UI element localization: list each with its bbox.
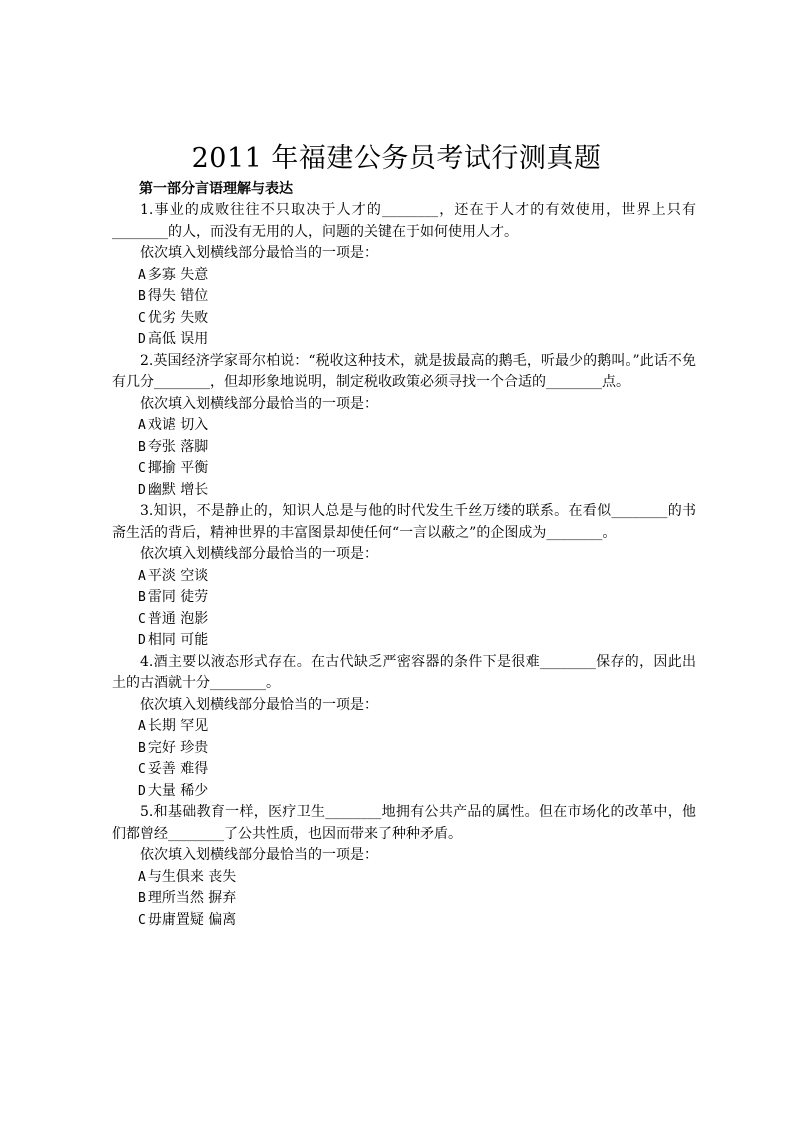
option-letter: A bbox=[138, 568, 146, 584]
option-text: 平淡 空谈 bbox=[147, 567, 209, 584]
option-text: 妥善 难得 bbox=[147, 761, 209, 777]
option-text: 幽默 增长 bbox=[147, 481, 209, 498]
option-d bbox=[112, 781, 696, 803]
option-letter: C bbox=[138, 310, 146, 326]
option-c bbox=[112, 759, 696, 781]
option-text: 长期 罕见 bbox=[147, 718, 209, 734]
option-text: 相同 可能 bbox=[147, 632, 209, 648]
option-text: 多寡 失意 bbox=[147, 266, 209, 283]
option-text: 完好 珍贵 bbox=[147, 739, 209, 756]
option-text: 理所当然 摒弃 bbox=[147, 890, 237, 906]
option-a bbox=[112, 415, 696, 437]
option-letter: A bbox=[138, 719, 146, 734]
question-stem: 4.酒主要以液态形式存在。在古代缺乏严密容器的条件下是很难________保存的，因此出土的古酒就十分________。 bbox=[112, 653, 696, 691]
option-letter: C bbox=[138, 461, 146, 476]
option-c bbox=[112, 910, 696, 932]
option-letter: C bbox=[138, 762, 146, 777]
option-letter: D bbox=[138, 633, 146, 648]
option-text: 普通 泡影 bbox=[147, 610, 209, 627]
option-b bbox=[112, 286, 696, 308]
question-prompt: 依次填入划横线部分最恰当的一项是： bbox=[140, 245, 378, 261]
option-letter: D bbox=[138, 783, 146, 799]
question-2 bbox=[112, 351, 696, 502]
question-stem: 2.英国经济学家哥尔柏说：“税收这种技术，就是拔最高的鹅毛，听最少的鹅叫。”此话不免有几分________，但却形象地说明，制定税收政策必须寻找一个合适的________点。 bbox=[112, 352, 696, 390]
option-c bbox=[112, 308, 696, 330]
question-prompt: 依次填入划横线部分最恰当的一项是： bbox=[140, 696, 378, 713]
question-3 bbox=[112, 501, 696, 652]
option-d bbox=[112, 480, 696, 502]
question-prompt: 依次填入划横线部分最恰当的一项是： bbox=[140, 395, 378, 412]
option-c bbox=[112, 609, 696, 631]
option-text: 得失 错位 bbox=[147, 288, 209, 304]
option-letter: B bbox=[138, 439, 146, 455]
option-d bbox=[112, 630, 696, 652]
option-a bbox=[112, 265, 696, 287]
option-text: 高低 误用 bbox=[147, 331, 209, 347]
option-text: 与生俱来 丧失 bbox=[147, 868, 237, 885]
option-text: 揶揄 平衡 bbox=[147, 460, 209, 476]
option-b bbox=[112, 587, 696, 609]
option-letter: C bbox=[138, 912, 146, 928]
option-b bbox=[112, 437, 696, 459]
option-d bbox=[112, 329, 696, 351]
option-a bbox=[112, 716, 696, 738]
option-letter: B bbox=[138, 590, 146, 605]
question-stem: 1.事业的成败往往不只取决于人才的________，还在于人才的有效使用，世界上只有________的人，而没有无用的人，问题的关键在于如何使用人才。 bbox=[112, 202, 696, 240]
option-letter: B bbox=[138, 740, 146, 756]
option-letter: B bbox=[138, 891, 146, 906]
option-text: 戏谑 切入 bbox=[147, 417, 209, 433]
question-4 bbox=[112, 652, 696, 803]
option-letter: D bbox=[138, 332, 146, 347]
question-stem: 5.和基础教育一样，医疗卫生________地拥有公共产品的属性。但在市场化的改革中，他们都曾经________了公共性质，也因而带来了种种矛盾。 bbox=[112, 804, 696, 842]
option-letter: D bbox=[138, 482, 146, 498]
option-letter: A bbox=[138, 418, 146, 433]
option-text: 优劣 失败 bbox=[147, 309, 209, 326]
question-5 bbox=[112, 802, 696, 931]
question-1 bbox=[112, 200, 696, 351]
question-prompt: 依次填入划横线部分最恰当的一项是： bbox=[140, 546, 378, 562]
option-text: 毋庸置疑 偏离 bbox=[147, 911, 237, 928]
option-c bbox=[112, 458, 696, 480]
option-text: 雷同 徒劳 bbox=[147, 589, 209, 605]
option-letter: A bbox=[138, 267, 146, 283]
option-b bbox=[112, 738, 696, 760]
option-a bbox=[112, 566, 696, 588]
question-stem: 3.知识，不是静止的，知识人总是与他的时代发生千丝万缕的联系。在看似________的书斋生活的背后，精神世界的丰富图景却使任何“一言以蔽之”的企图成为________。 bbox=[112, 503, 696, 541]
option-text: 大量 稀少 bbox=[147, 782, 209, 799]
question-list bbox=[112, 200, 696, 931]
document-title: 2011 年福建公务员考试行测真题 bbox=[191, 143, 602, 174]
question-prompt: 依次填入划横线部分最恰当的一项是： bbox=[140, 847, 378, 863]
option-text: 夸张 落脚 bbox=[147, 438, 209, 455]
option-letter: B bbox=[138, 289, 146, 304]
option-letter: A bbox=[138, 869, 146, 885]
section-heading: 第一部分言语理解与表达 bbox=[139, 181, 293, 197]
option-letter: C bbox=[138, 611, 146, 627]
option-a bbox=[112, 867, 696, 889]
option-b bbox=[112, 888, 696, 910]
